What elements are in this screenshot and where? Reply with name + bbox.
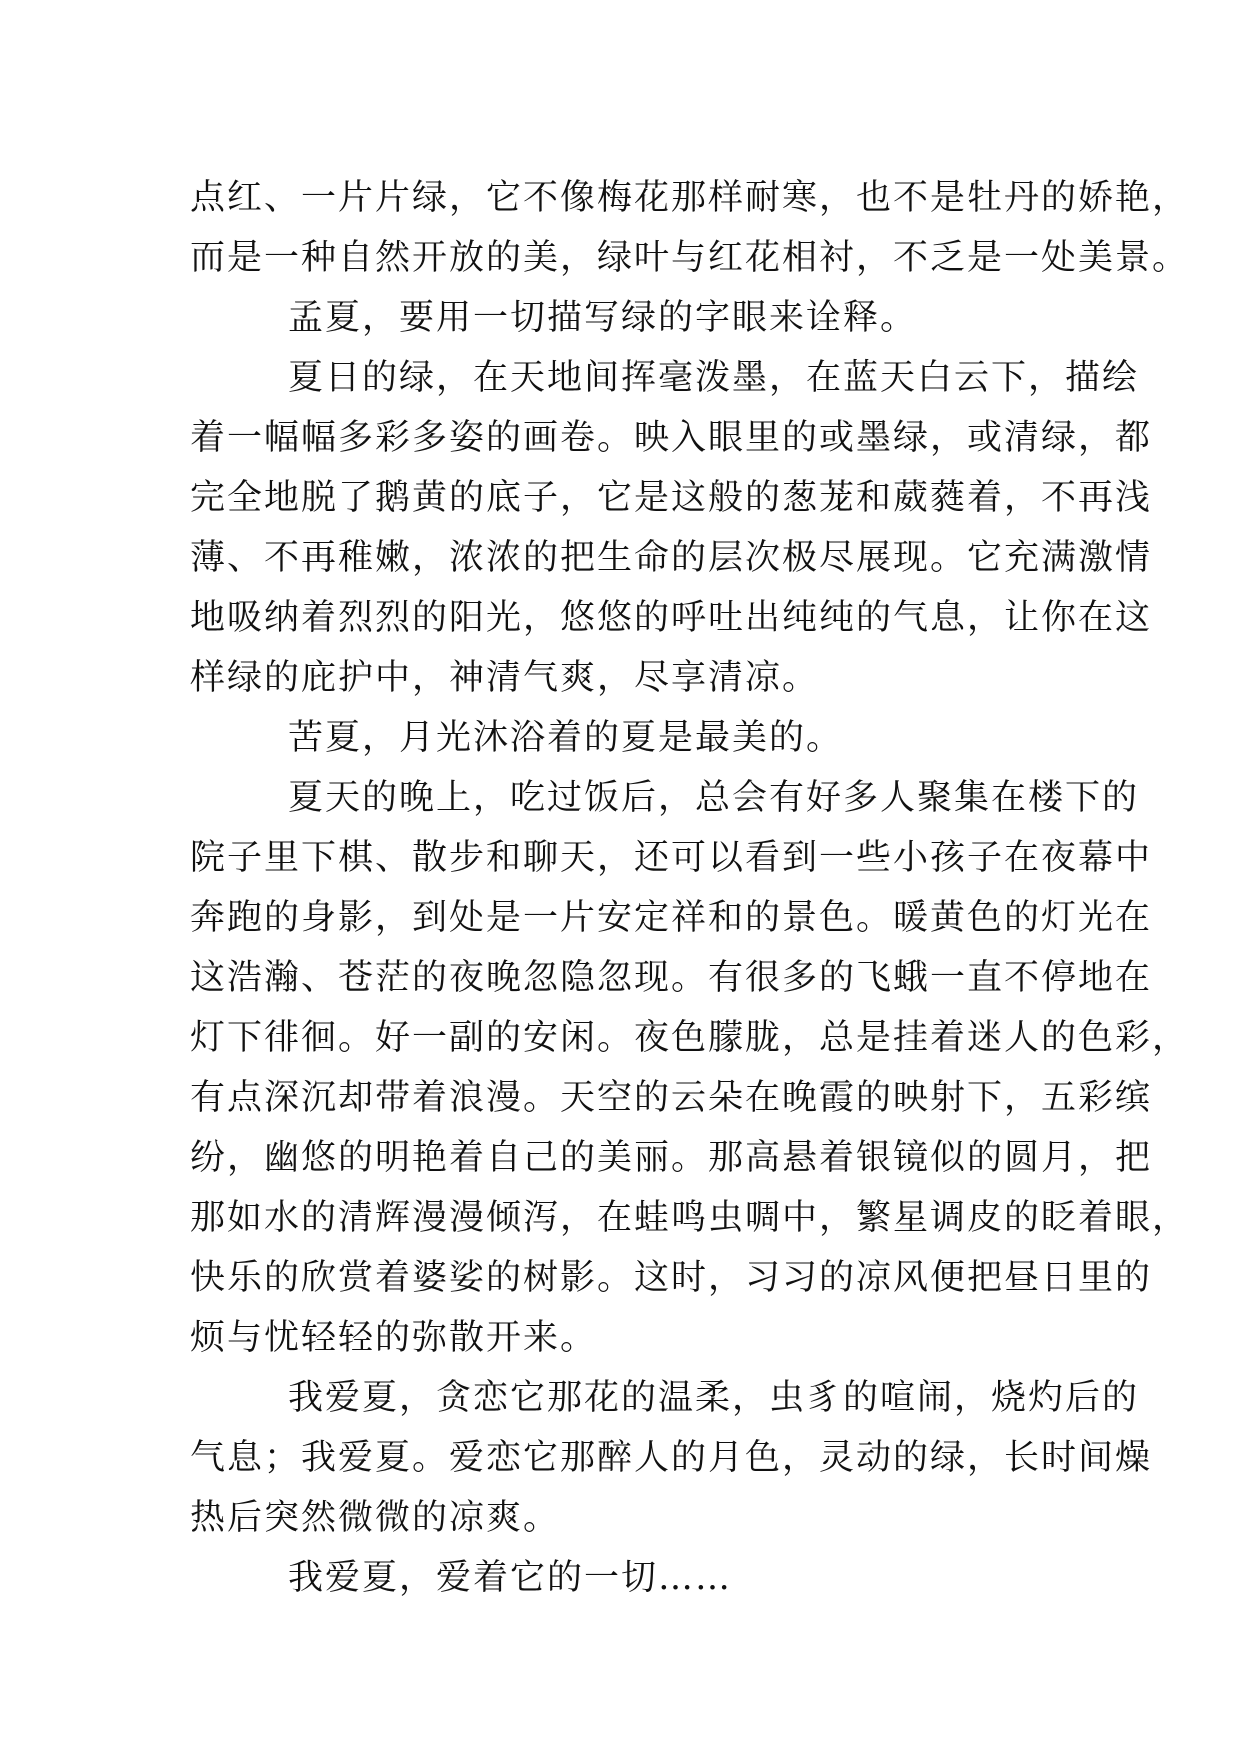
text-line: 这浩瀚、苍茫的夜晚忽隐忽现。有很多的飞蛾一直不停地在 [190, 958, 1153, 998]
text-line: 灯下徘徊。好一副的安闲。夜色朦胧，总是挂着迷人的色彩， [190, 1018, 1190, 1058]
paragraph-first-line: 夏天的晚上，吃过饭后，总会有好多人聚集在楼下的 [288, 778, 1140, 818]
text-line: 院子里下棋、散步和聊天，还可以看到一些小孩子在夜幕中 [190, 838, 1153, 878]
text-line: 完全地脱了鹅黄的底子，它是这般的葱茏和葳蕤着，不再浅 [190, 478, 1153, 518]
text-line: 薄、不再稚嫩，浓浓的把生命的层次极尽展现。它充满激情 [190, 538, 1153, 578]
text-line: 地吸纳着烈烈的阳光，悠悠的呼吐出纯纯的气息，让你在这 [190, 598, 1153, 638]
text-line: 热后突然微微的凉爽。 [190, 1498, 561, 1538]
text-line: 点红、一片片绿，它不像梅花那样耐寒，也不是牡丹的娇艳， [190, 178, 1190, 218]
text-line: 纷，幽悠的明艳着自己的美丽。那高悬着银镜似的圆月，把 [190, 1138, 1153, 1178]
text-line: 那如水的清辉漫漫倾泻，在蛙鸣虫啁中，繁星调皮的眨着眼， [190, 1198, 1190, 1238]
paragraph-first-line: 我爱夏，贪恋它那花的温柔，虫豸的喧闹，烧灼后的 [288, 1378, 1140, 1418]
paragraph-first-line: 孟夏，要用一切描写绿的字眼来诠释。 [288, 298, 918, 338]
text-line: 气息；我爱夏。爱恋它那醉人的月色，灵动的绿，长时间燥 [190, 1438, 1153, 1478]
text-line: 奔跑的身影，到处是一片安定祥和的景色。暖黄色的灯光在 [190, 898, 1153, 938]
text-line: 有点深沉却带着浪漫。天空的云朵在晚霞的映射下，五彩缤 [190, 1078, 1153, 1118]
text-line: 而是一种自然开放的美，绿叶与红花相衬，不乏是一处美景。 [190, 238, 1190, 278]
paragraph-first-line: 苦夏，月光沐浴着的夏是最美的。 [288, 718, 844, 758]
text-line: 样绿的庇护中，神清气爽，尽享清凉。 [190, 658, 820, 698]
text-line: 快乐的欣赏着婆娑的树影。这时，习习的凉风便把昼日里的 [190, 1258, 1153, 1298]
text-line: 着一幅幅多彩多姿的画卷。映入眼里的或墨绿，或清绿，都 [190, 418, 1153, 458]
paragraph-first-line: 夏日的绿，在天地间挥毫泼墨，在蓝天白云下，描绘 [288, 358, 1140, 398]
essay-body [190, 168, 1190, 1608]
text-line: 烦与忧轻轻的弥散开来。 [190, 1318, 598, 1358]
paragraph-first-line: 我爱夏，爱着它的一切…… [288, 1558, 733, 1598]
